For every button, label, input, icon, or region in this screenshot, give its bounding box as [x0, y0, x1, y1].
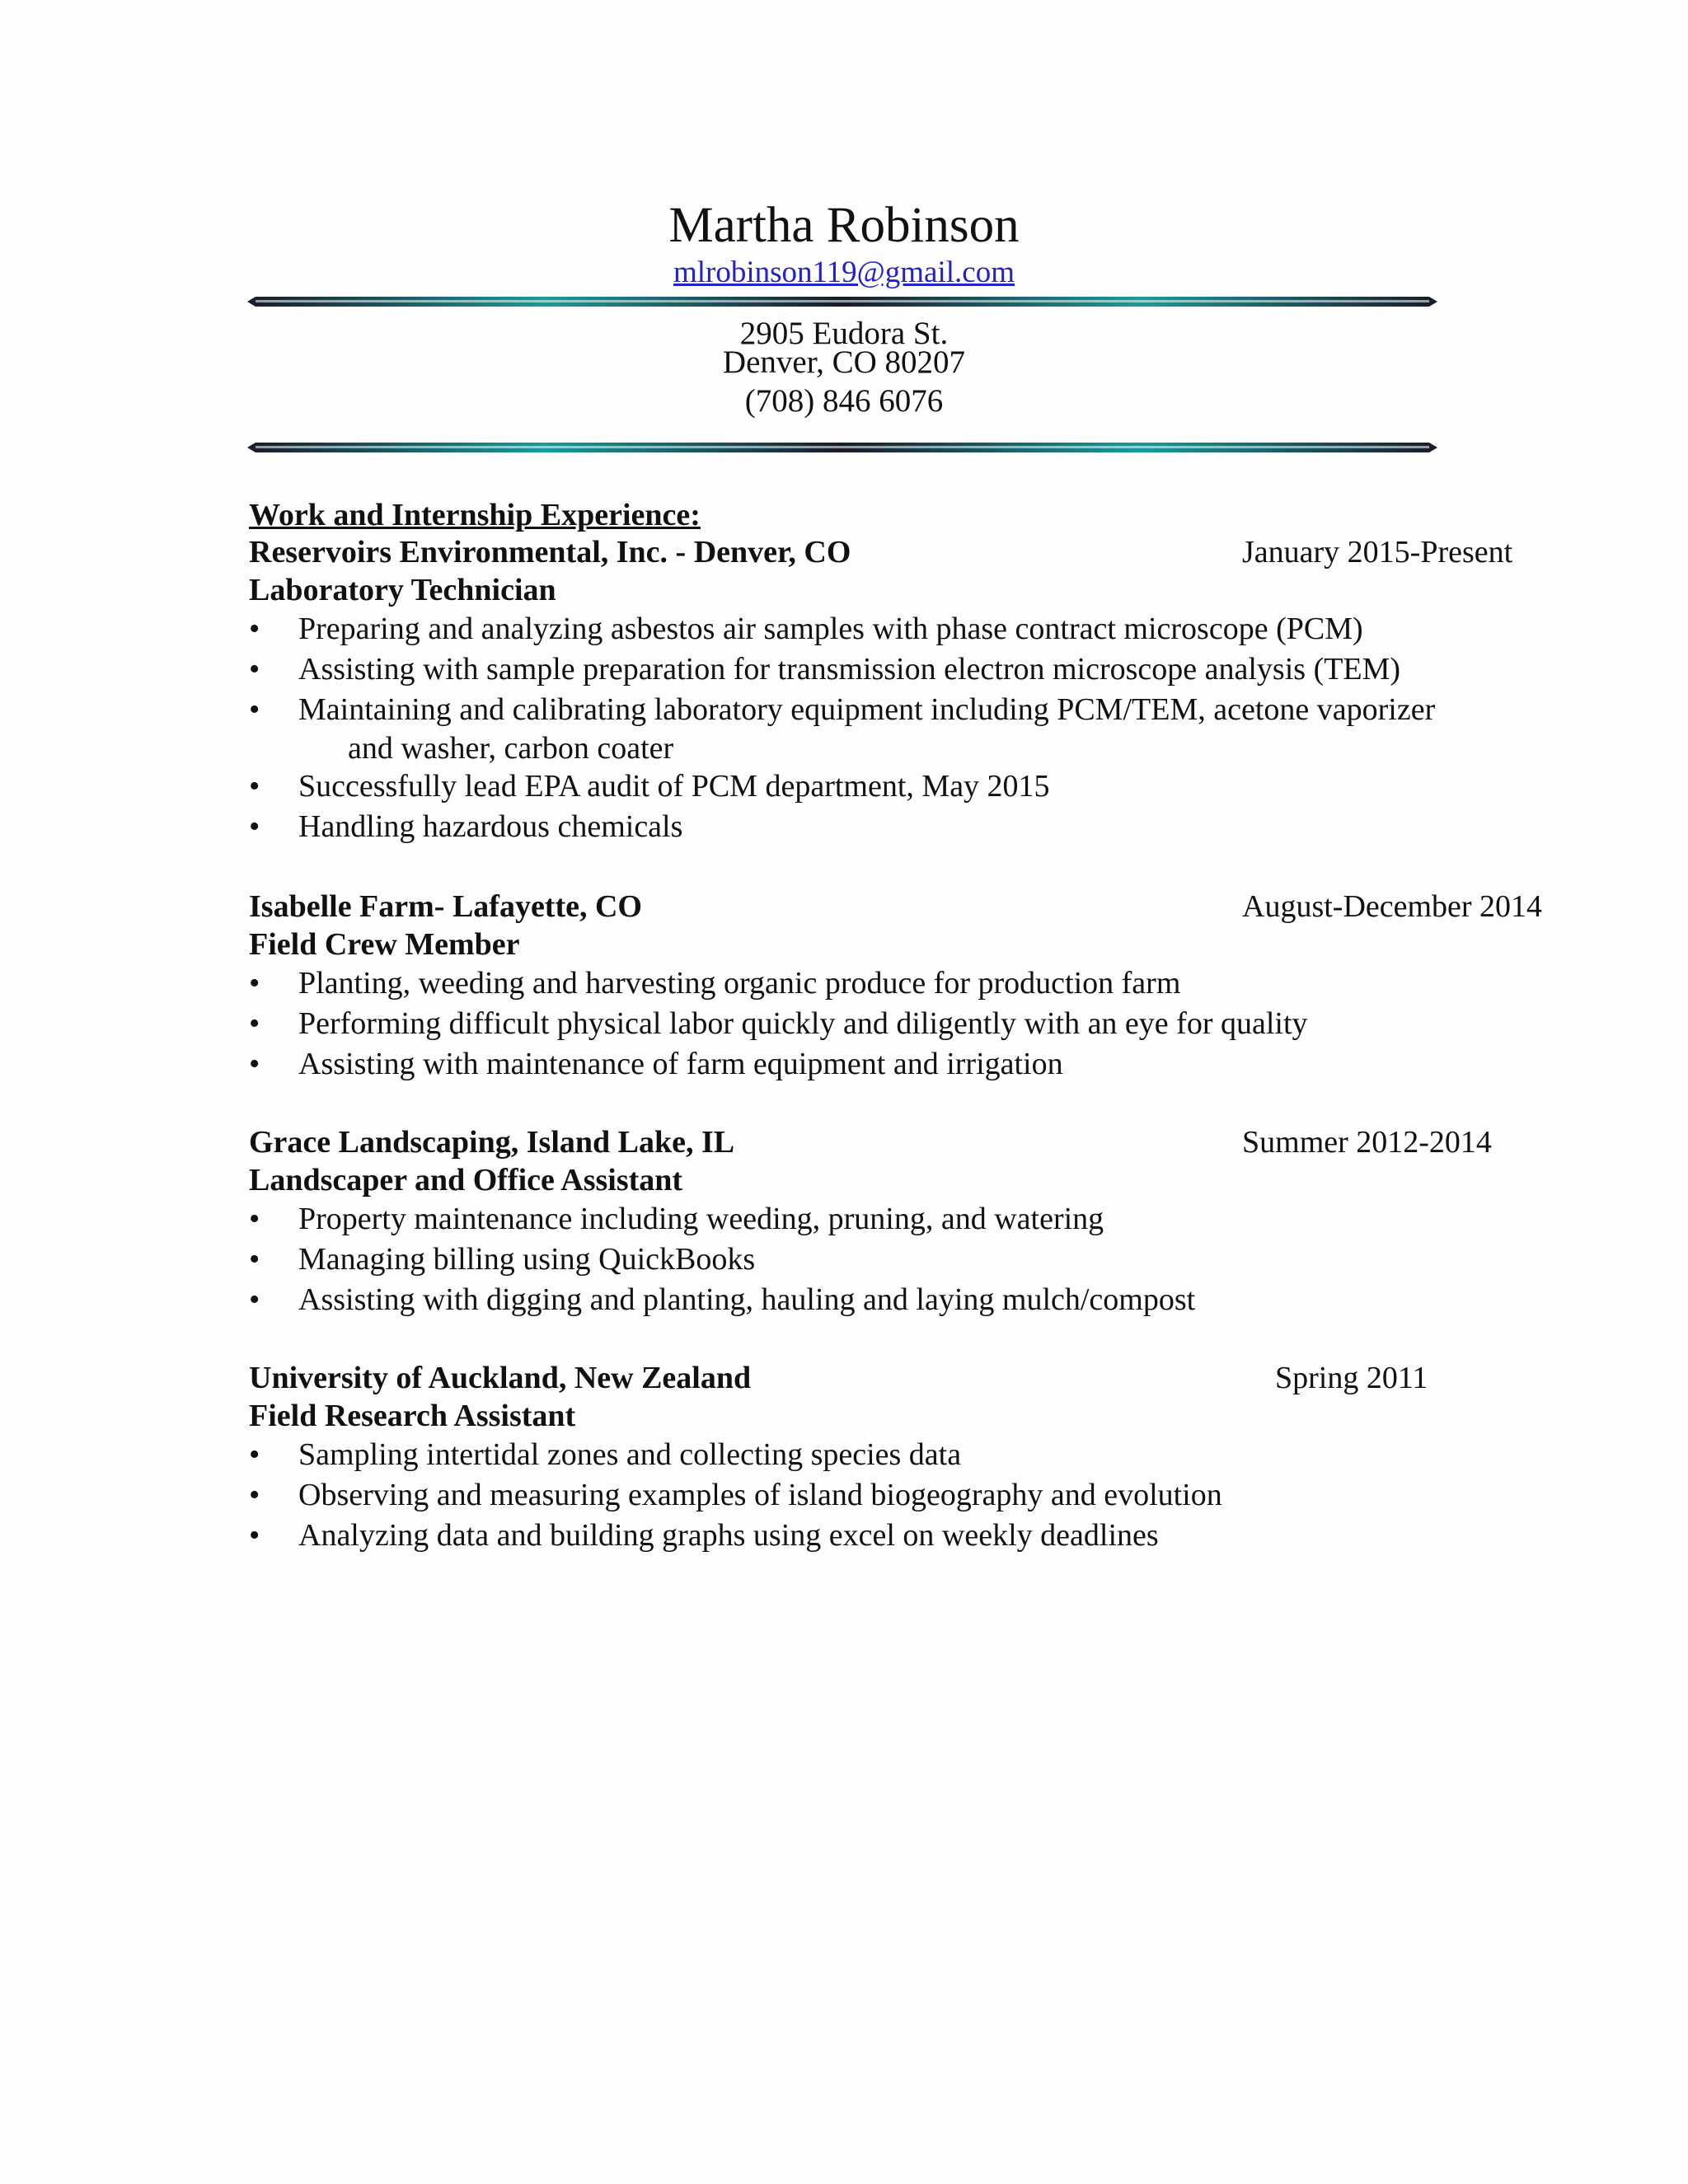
- bullet-icon: •: [249, 966, 260, 1001]
- list-item: • Successfully lead EPA audit of PCM department, May 2015: [249, 766, 1568, 807]
- list-item: • Property maintenance including weeding, pruning, and watering: [249, 1199, 1568, 1240]
- section-title: Work and Internship Experience:: [249, 498, 701, 532]
- email-link[interactable]: mlrobinson119@gmail.com: [673, 255, 1015, 289]
- job-role: Landscaper and Office Assistant: [249, 1163, 683, 1197]
- list-item: • Assisting with maintenance of farm equipment and irrigation: [249, 1044, 1568, 1085]
- bullet-icon: •: [249, 809, 260, 844]
- job-role: Field Crew Member: [249, 927, 520, 962]
- top-divider: [247, 296, 1437, 307]
- job-dates: Summer 2012-2014: [1242, 1125, 1492, 1160]
- list-item: • Assisting with digging and planting, hauling and laying mulch/compost: [249, 1280, 1568, 1320]
- bullet-list: [249, 963, 1568, 1085]
- list-item: • Sampling intertidal zones and collecting species data: [249, 1435, 1568, 1475]
- address-line-2: Denver, CO 80207: [722, 344, 966, 380]
- phone-number: (708) 846 6076: [744, 383, 944, 419]
- company-name: Reservoirs Environmental, Inc. - Denver, CO: [249, 535, 851, 569]
- list-item: • Handling hazardous chemicals: [249, 807, 1568, 847]
- list-item: • Observing and measuring examples of island biogeography and evolution: [249, 1475, 1568, 1516]
- job-entry: [249, 533, 1568, 847]
- bullet-icon: •: [249, 1282, 260, 1317]
- job-entry: [249, 1359, 1568, 1556]
- list-item: • Assisting with sample preparation for transmission electron microscope analysis (TEM): [249, 649, 1568, 690]
- list-item: • Maintaining and calibrating laboratory equipment including PCM/TEM, acetone vaporizer and washer, carbon coater: [249, 690, 1568, 766]
- company-name: Grace Landscaping, Island Lake, IL: [249, 1125, 735, 1160]
- company-name: University of Auckland, New Zealand: [249, 1361, 752, 1395]
- list-item: • Analyzing data and building graphs using excel on weekly deadlines: [249, 1516, 1568, 1556]
- list-item: • Preparing and analyzing asbestos air samples with phase contract microscope (PCM): [249, 609, 1568, 649]
- bullet-continuation: and washer, carbon coater: [348, 731, 674, 766]
- bullet-icon: •: [249, 769, 260, 804]
- job-entry: [249, 888, 1568, 1085]
- bullet-icon: •: [249, 1518, 260, 1553]
- candidate-name: Martha Robinson: [668, 198, 1020, 253]
- bullet-icon: •: [249, 1202, 260, 1236]
- job-dates: August-December 2014: [1242, 889, 1543, 924]
- bullet-icon: •: [249, 1047, 260, 1081]
- bullet-list: [249, 1199, 1568, 1320]
- job-dates: January 2015-Present: [1242, 535, 1513, 569]
- company-name: Isabelle Farm- Lafayette, CO: [249, 889, 642, 924]
- bullet-icon: •: [249, 1242, 260, 1277]
- address-line-1: 2905 Eudora St.: [739, 316, 949, 351]
- job-role: Field Research Assistant: [249, 1399, 576, 1433]
- bullet-icon: •: [249, 1478, 260, 1512]
- list-item: • Planting, weeding and harvesting organic produce for production farm: [249, 963, 1568, 1004]
- job-dates: Spring 2011: [1275, 1361, 1428, 1395]
- bullet-icon: •: [249, 692, 260, 727]
- job-role: Laboratory Technician: [249, 573, 556, 607]
- bullet-icon: •: [249, 612, 260, 646]
- list-item: • Managing billing using QuickBooks: [249, 1240, 1568, 1280]
- bottom-divider: [247, 442, 1437, 453]
- bullet-list: [249, 609, 1568, 847]
- job-entry: [249, 1123, 1568, 1320]
- bullet-list: [249, 1435, 1568, 1556]
- email-line: [0, 255, 1688, 291]
- bullet-icon: •: [249, 1006, 260, 1041]
- bullet-icon: •: [249, 652, 260, 687]
- bullet-icon: •: [249, 1437, 260, 1472]
- list-item: • Performing difficult physical labor quickly and diligently with an eye for quality: [249, 1004, 1568, 1044]
